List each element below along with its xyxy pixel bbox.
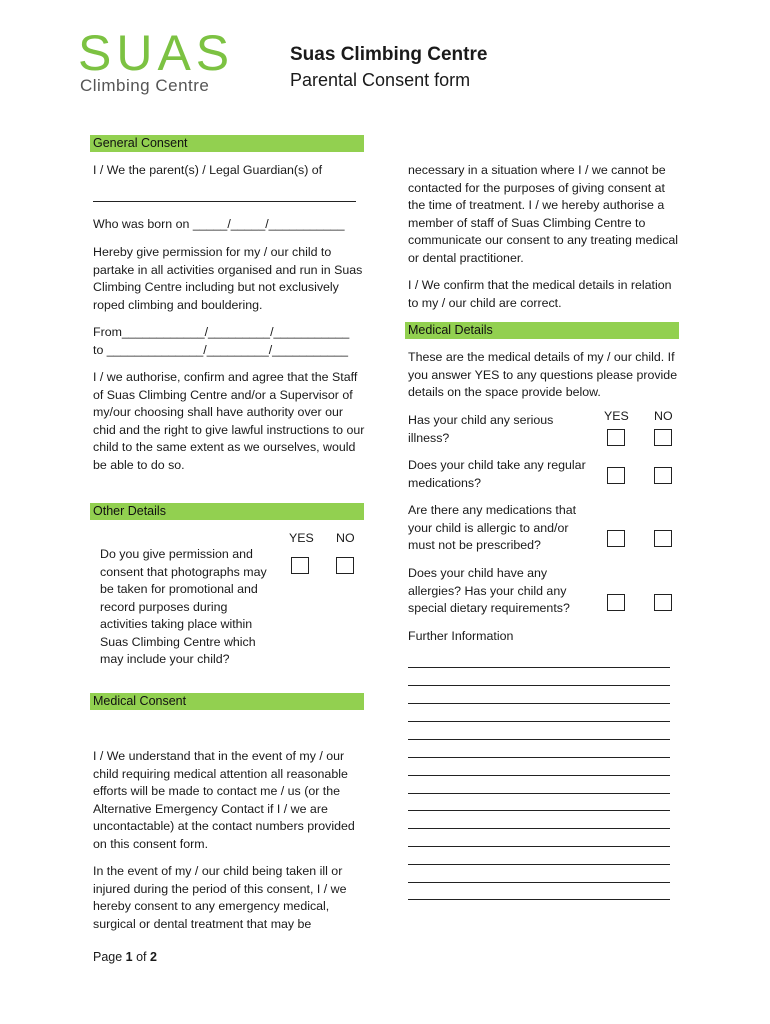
page-title: Suas Climbing Centre [290, 44, 488, 65]
page-number: Page 1 of 2 [93, 950, 157, 964]
emergency-consent-text: In the event of my / our child being taken ill or injured during the period of this consent, I / we hereby consent to any emergency medical, surgical or dental treatment that may be [93, 864, 347, 931]
serious-illness-question: Has your child any serious illness? [408, 413, 554, 445]
illness-no-checkbox[interactable] [654, 429, 672, 446]
general-consent-heading: General Consent [90, 135, 364, 152]
allergies-question: Does your child have any allergies? Has your child any special dietary requirements? [408, 566, 570, 615]
guardian-of-label: I / We the parent(s) / Legal Guardian(s) of [93, 163, 323, 177]
further-info-line[interactable] [408, 667, 670, 668]
photo-no-checkbox[interactable] [336, 557, 354, 574]
med-allergy-no-checkbox[interactable] [654, 530, 672, 547]
other-no-label: NO [336, 531, 355, 545]
medical-no-label: NO [654, 409, 673, 423]
photo-permission-question: Do you give permission and consent that photographs may be taken for promotional and record purposes during activities taking place within Suas Climbing Centre which may include your child? [100, 547, 267, 666]
emergency-consent-continued: necessary in a situation where I / we cannot be contacted for the purposes of giving consent at the time of treatment. I / we hereby authorise a member of staff of Suas Climbing Centre to communicate our consent to any treating medical or dental practitioner. [408, 163, 678, 265]
medication-allergy-question: Are there any medications that your child is allergic to and/or must not be prescribed? [408, 503, 577, 552]
other-details-heading: Other Details [90, 503, 364, 520]
permission-text: Hereby give permission for my / our child to partake in all activities organised and run in Suas Climbing Centre including but not exclusively roped climbing and bouldering. [93, 245, 363, 312]
further-info-line[interactable] [408, 721, 670, 722]
further-info-line[interactable] [408, 775, 670, 776]
medical-yes-label: YES [604, 409, 629, 423]
brand-logo: SUAS [78, 25, 235, 81]
further-info-line[interactable] [408, 703, 670, 704]
medical-confirm-text: I / We confirm that the medical details in relation to my / our child are correct. [408, 278, 672, 310]
illness-yes-checkbox[interactable] [607, 429, 625, 446]
further-info-line[interactable] [408, 810, 670, 811]
further-info-line[interactable] [408, 899, 670, 900]
allergies-yes-checkbox[interactable] [607, 594, 625, 611]
further-info-line[interactable] [408, 793, 670, 794]
medical-consent-heading: Medical Consent [90, 693, 364, 710]
further-info-line[interactable] [408, 739, 670, 740]
medications-yes-checkbox[interactable] [607, 467, 625, 484]
further-info-line[interactable] [408, 828, 670, 829]
further-info-line[interactable] [408, 882, 670, 883]
further-info-line[interactable] [408, 846, 670, 847]
to-date-field[interactable]: to ______________/_________/___________ [93, 343, 348, 357]
other-yes-label: YES [289, 531, 314, 545]
medications-question: Does your child take any regular medications? [408, 458, 586, 490]
further-info-line[interactable] [408, 864, 670, 865]
page-subtitle: Parental Consent form [290, 70, 471, 90]
medical-details-intro: These are the medical details of my / our child. If you answer YES to any questions please provide details on the space provide below. [408, 350, 678, 399]
medical-details-heading: Medical Details [405, 322, 679, 339]
birth-date-field[interactable]: Who was born on _____/_____/___________ [93, 217, 345, 231]
allergies-no-checkbox[interactable] [654, 594, 672, 611]
photo-yes-checkbox[interactable] [291, 557, 309, 574]
medications-no-checkbox[interactable] [654, 467, 672, 484]
brand-logo-subtitle: Climbing Centre [80, 76, 210, 95]
med-allergy-yes-checkbox[interactable] [607, 530, 625, 547]
further-info-line[interactable] [408, 757, 670, 758]
further-info-line[interactable] [408, 685, 670, 686]
further-information-label: Further Information [408, 629, 514, 643]
authorise-text: I / we authorise, confirm and agree that the Staff of Suas Climbing Centre and/or a Supervisor of my/our choosing shall have authority over our chid and the right to give lawful instructions to our child to the same extent as we ourselves, would be able to do so. [93, 370, 365, 472]
child-name-line[interactable] [93, 201, 356, 202]
medical-consent-text: I / We understand that in the event of my / our child requiring medical attention all reasonable efforts will be made to contact me / us (or the Alternative Emergency Contact if I / we are uncontactable) at the contact numbers provided on this consent form. [93, 749, 355, 851]
from-date-field[interactable]: From____________/_________/___________ [93, 325, 350, 339]
